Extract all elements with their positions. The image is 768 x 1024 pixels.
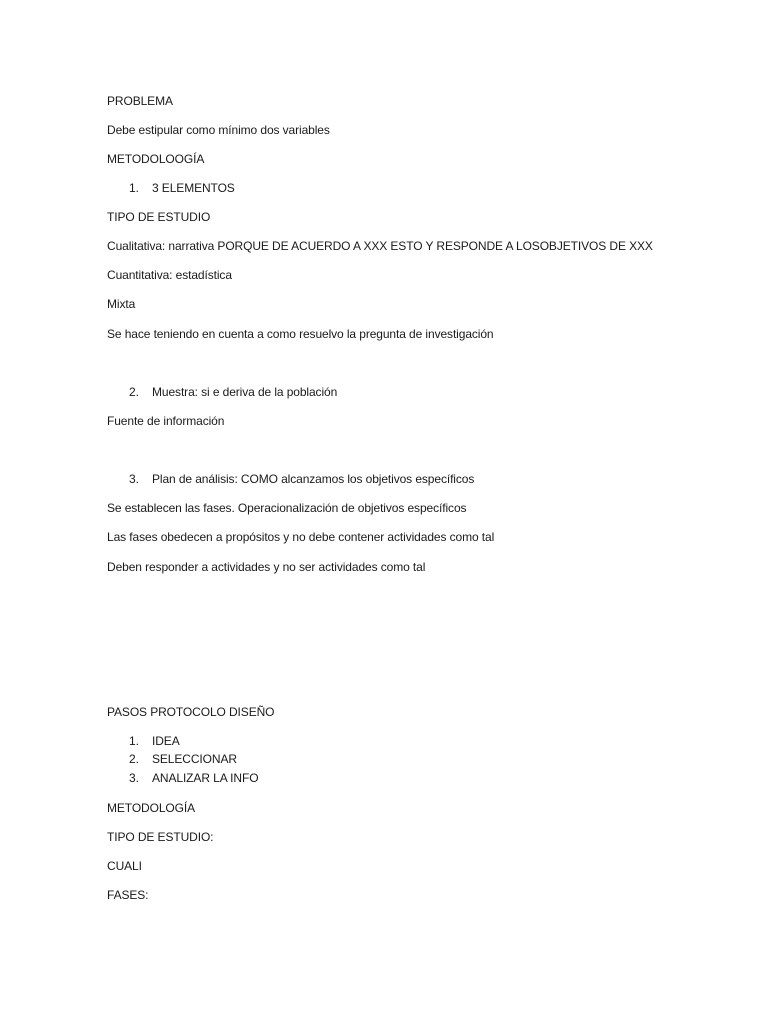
- se-establecen-text: Se establecen las fases. Operacionalización de objetivos específicos: [107, 501, 467, 515]
- fuente-text: Fuente de información: [107, 414, 225, 428]
- problema-heading: PROBLEMA: [107, 94, 173, 108]
- problema-text: Debe estipular como mínimo dos variables: [107, 123, 330, 137]
- se-hace-text: Se hace teniendo en cuenta a como resuelvo la pregunta de investigación: [107, 327, 494, 341]
- tipo-estudio-heading-2: TIPO DE ESTUDIO:: [107, 830, 214, 844]
- deben-responder-text: Deben responder a actividades y no ser actividades como tal: [107, 560, 426, 574]
- list-number: 1.: [129, 734, 140, 748]
- cualitativa-text: Cualitativa: narrativa PORQUE DE ACUERDO A XXX ESTO Y RESPONDE A LOSOBJETIVOS DE XXX: [107, 239, 653, 253]
- list-item: Muestra: si e deriva de la población: [152, 385, 338, 399]
- las-fases-text: Las fases obedecen a propósitos y no debe contener actividades como tal: [107, 530, 495, 544]
- list-item: 3 ELEMENTOS: [152, 181, 235, 195]
- cuali-text: CUALI: [107, 859, 142, 873]
- list-number: 3.: [129, 472, 140, 486]
- tipo-estudio-heading: TIPO DE ESTUDIO: [107, 210, 211, 224]
- list-item: ANALIZAR LA INFO: [152, 771, 259, 785]
- list-number: 3.: [129, 771, 140, 785]
- list-item: SELECCIONAR: [152, 752, 237, 766]
- list-item: Plan de análisis: COMO alcanzamos los objetivos específicos: [152, 472, 475, 486]
- pasos-heading: PASOS PROTOCOLO DISEÑO: [107, 705, 275, 719]
- mixta-text: Mixta: [107, 297, 136, 311]
- list-number: 2.: [129, 752, 140, 766]
- fases-text: FASES:: [107, 888, 149, 902]
- list-item: IDEA: [152, 734, 180, 748]
- list-number: 1.: [129, 181, 140, 195]
- cuantitativa-text: Cuantitativa: estadística: [107, 268, 232, 282]
- list-number: 2.: [129, 385, 140, 399]
- metodologia-heading-2: METODOLOGÍA: [107, 801, 196, 815]
- metodologia-heading: METODOLOOGÍA: [107, 152, 205, 166]
